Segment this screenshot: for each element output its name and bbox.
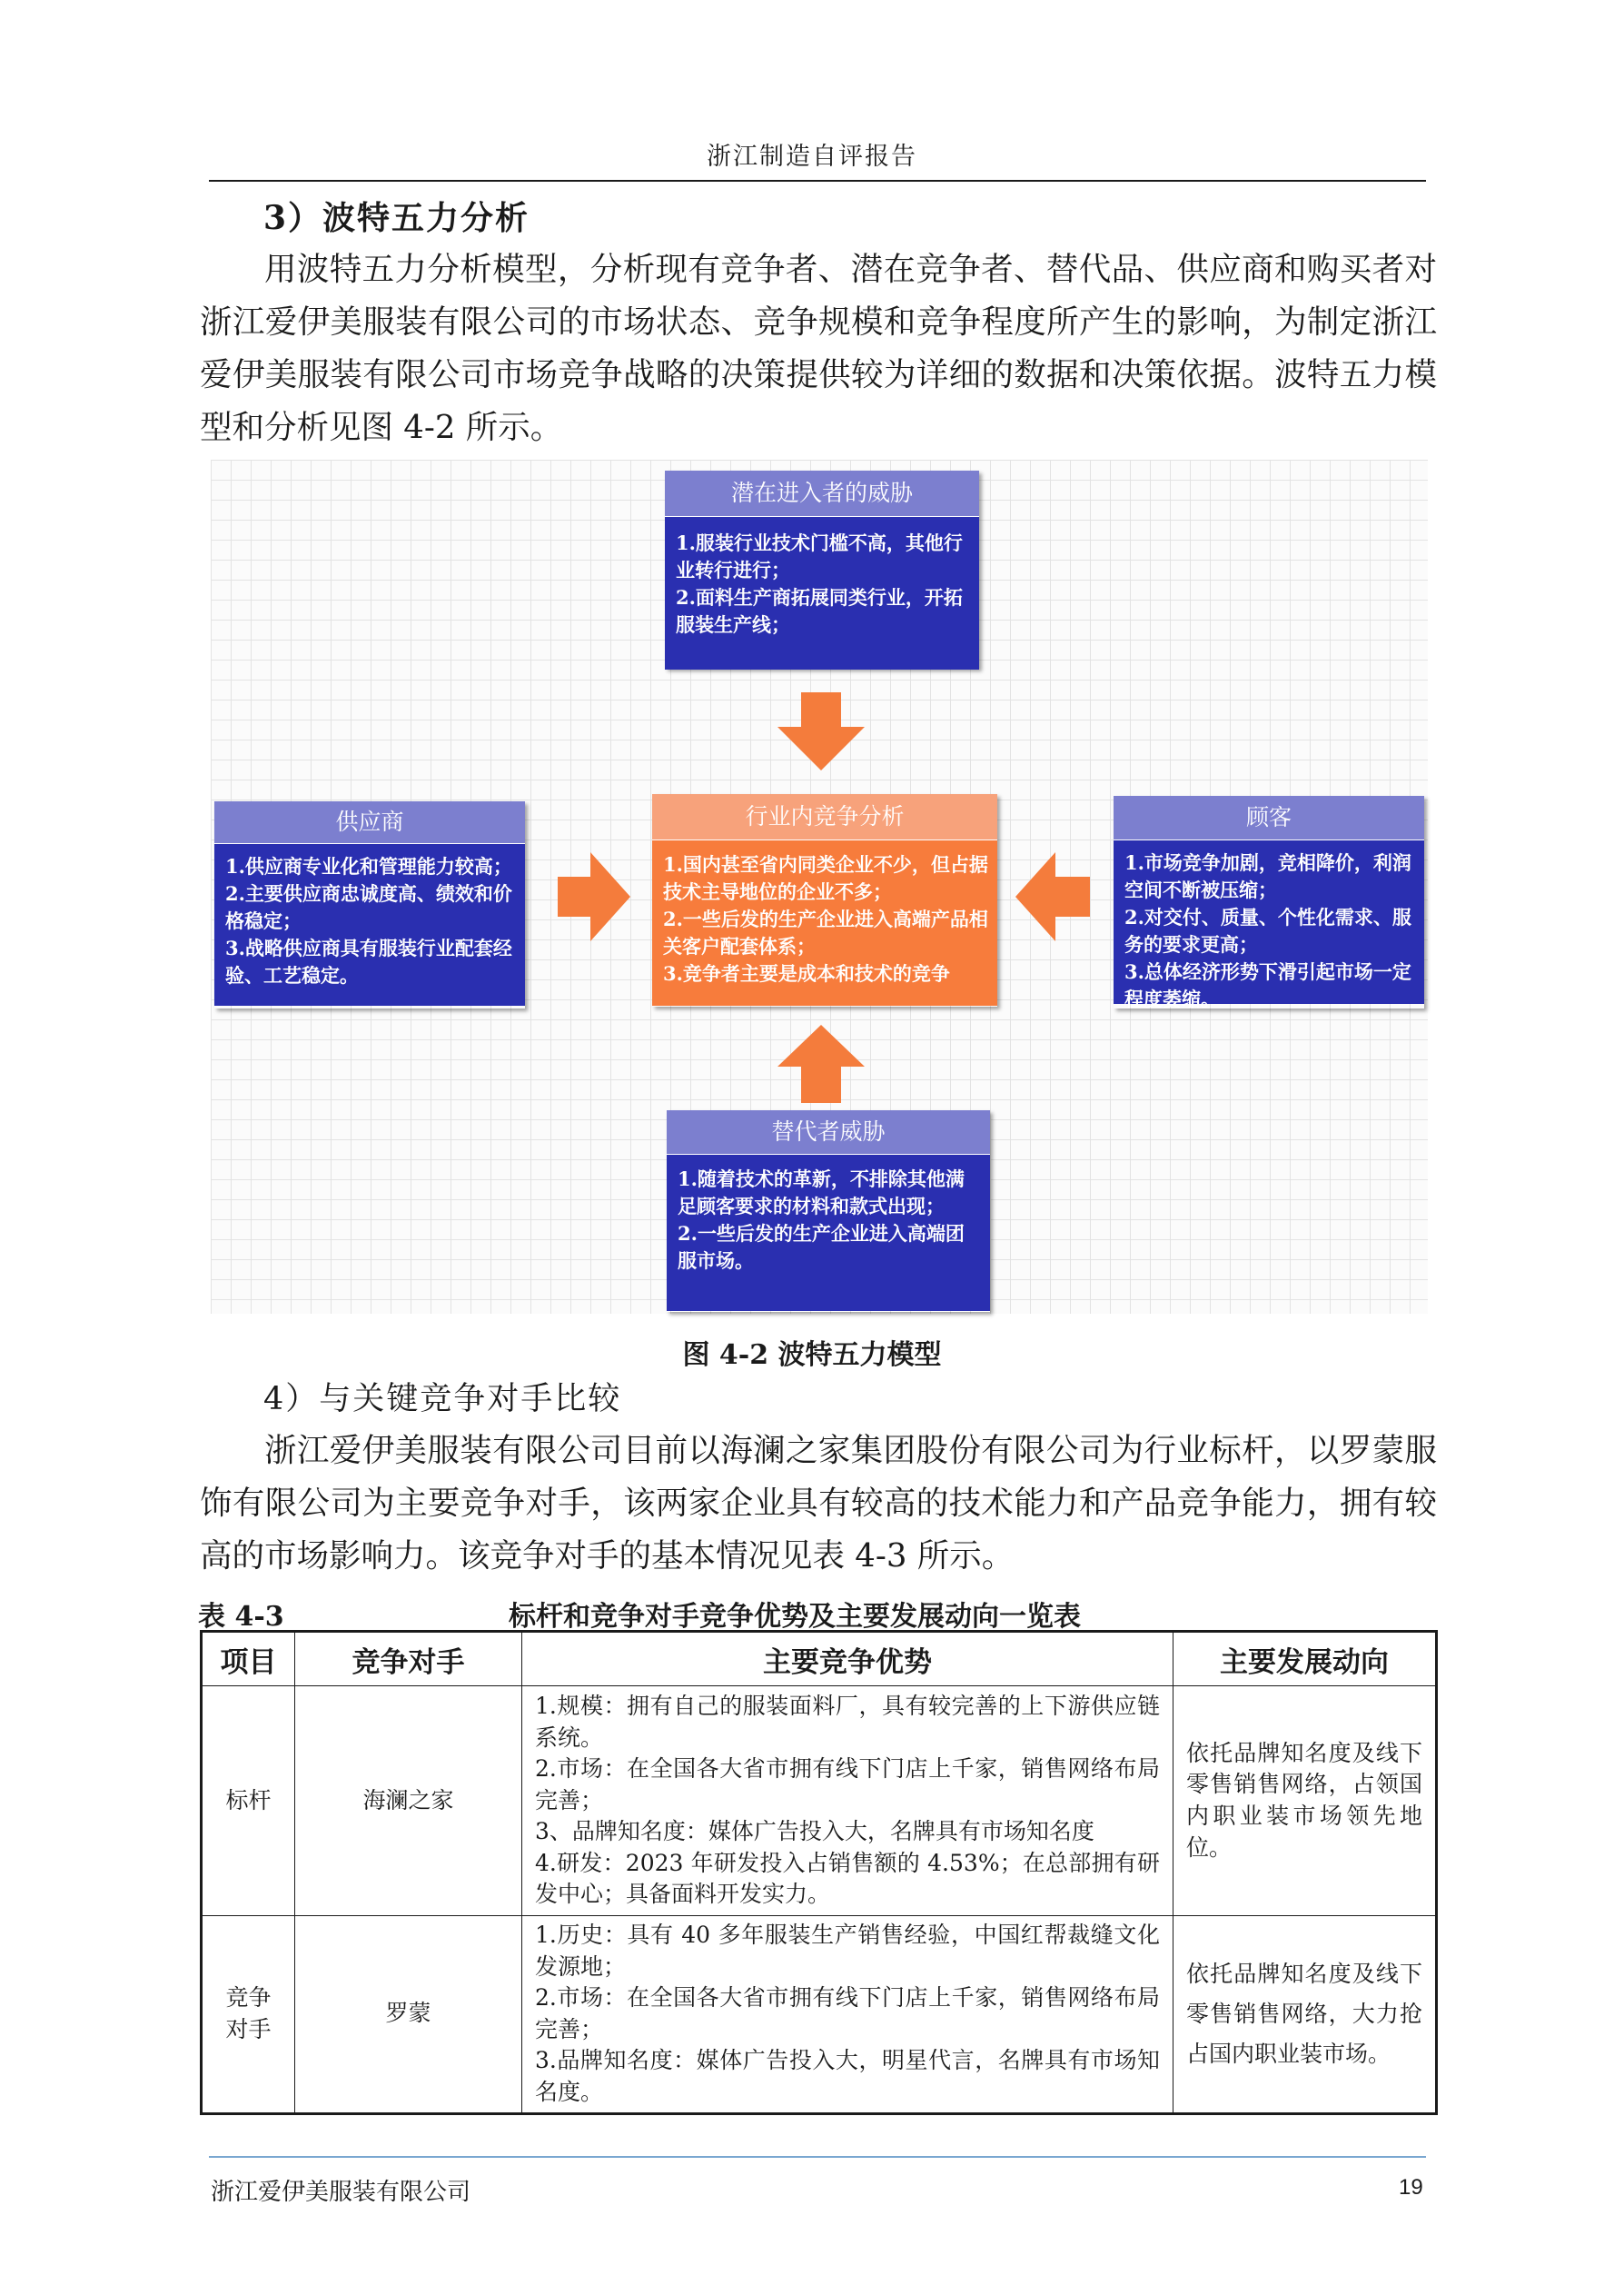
arrow-right-icon: [558, 852, 630, 941]
force-title: 替代者威胁: [667, 1110, 990, 1155]
section-heading-porter: 3）波特五力分析: [263, 199, 530, 237]
force-title: 潜在进入者的威胁: [665, 471, 979, 517]
table-caption: [198, 1594, 1435, 1633]
table-label: 表 4-3: [198, 1601, 284, 1633]
arrow-up-icon: [777, 1025, 865, 1103]
competitor-table: [200, 1630, 1438, 2115]
force-body: 1.随着技术的革新，不排除其他满足顾客要求的材料和款式出现； 2.一些后发的生产企业进入高端团服市场。: [667, 1155, 990, 1311]
force-box-customers: [1114, 796, 1424, 1008]
force-box-industry-rivalry: [652, 794, 997, 1007]
table-row: [202, 1916, 1437, 2114]
footer-rule: [209, 2156, 1426, 2158]
cell-competitor: 海澜之家: [295, 1686, 522, 1916]
cell-advantages: 1.历史：具有 40 多年服装生产销售经验，中国红帮裁缝文化发源地； 2.市场：在全国各大省市拥有线下门店上千家，销售网络布局完善； 3.品牌知名度：媒体广告投入大，明星代言，名牌具有市场知名度。: [522, 1916, 1173, 2114]
page-number: 19: [1399, 2175, 1423, 2200]
force-body: 1.国内甚至省内同类企业不少，但占据技术主导地位的企业不多； 2.一些后发的生产企业进入高端产品相关客户配套体系； 3.竞争者主要是成本和技术的竞争: [652, 840, 997, 1006]
table-header-row: [202, 1632, 1437, 1686]
cell-item: 竞争 对手: [202, 1916, 295, 2114]
competitors-paragraph: 浙江爱伊美服装有限公司目前以海澜之家集团股份有限公司为行业标杆，以罗蒙服饰有限公司为主要竞争对手，该两家企业具有较高的技术能力和产品竞争能力，拥有较高的市场影响力。该竞争对手的基本情况见表 4-3 所示。: [200, 1432, 1437, 1575]
porter-paragraph: 用波特五力分析模型，分析现有竞争者、潜在竞争者、替代品、供应商和购买者对浙江爱伊美服装有限公司的市场状态、竞争规模和竞争程度所产生的影响，为制定浙江爱伊美服装有限公司市场竞争战略的决策提供较为详细的数据和决策依据。波特五力模型和分析见图 4-2 所示。: [200, 251, 1437, 446]
cell-competitor: 罗蒙: [295, 1916, 522, 2114]
force-title: 供应商: [214, 801, 525, 844]
force-body: 1.供应商专业化和管理能力较高； 2.主要供应商忠诚度高、绩效和价格稳定； 3.战略供应商具有服装行业配套经验、工艺稳定。: [214, 844, 525, 1006]
cell-advantages: 1.规模：拥有自己的服装面料厂，具有较完善的上下游供应链系统。 2.市场：在全国各大省市拥有线下门店上千家，销售网络布局完善； 3、品牌知名度：媒体广告投入大，名牌具有市场知名度 4.研发：2023 年研发投入占销售额的 4.53%；在总部拥有研发中心；具备面料开发实力。: [522, 1686, 1173, 1916]
figure-caption: 图 4-2 波特五力模型: [682, 1339, 942, 1371]
footer-company: 浙江爱伊美服装有限公司: [211, 2179, 471, 2206]
column-header: 项目: [202, 1632, 295, 1686]
header-rule: [209, 180, 1426, 182]
porter-five-forces-diagram: [211, 460, 1428, 1314]
arrow-down-icon: [777, 692, 865, 770]
page-header-title: 浙江制造自评报告: [707, 143, 917, 171]
force-box-potential-entrants: [665, 471, 979, 669]
force-title: 行业内竞争分析: [652, 794, 997, 840]
column-header: 主要竞争优势: [522, 1632, 1173, 1686]
force-box-suppliers: [214, 801, 525, 1008]
cell-item: 标杆: [202, 1686, 295, 1916]
table-row: [202, 1686, 1437, 1916]
section-heading-competitors: 4）与关键竞争对手比较: [263, 1381, 622, 1417]
force-title: 顾客: [1114, 796, 1424, 840]
force-body: 1.服装行业技术门槛不高，其他行业转行进行； 2.面料生产商拓展同类行业，开拓服装生产线；: [665, 517, 979, 670]
cell-trend: 依托品牌知名度及线下零售销售网络，大力抢占国内职业装市场。: [1173, 1916, 1437, 2114]
cell-trend: 依托品牌知名度及线下零售销售网络，占领国内职业装市场领先地位。: [1173, 1686, 1437, 1916]
arrow-left-icon: [1015, 852, 1090, 941]
force-box-substitutes: [667, 1110, 990, 1312]
table-title: 标杆和竞争对手竞争优势及主要发展动向一览表: [509, 1601, 1081, 1633]
force-body: 1.市场竞争加剧，竞相降价，利润空间不断被压缩； 2.对交付、质量、个性化需求、服务的要求更高； 3.总体经济形势下滑引起市场一定程度萎缩。: [1114, 840, 1424, 1004]
column-header: 主要发展动向: [1173, 1632, 1437, 1686]
column-header: 竞争对手: [295, 1632, 522, 1686]
